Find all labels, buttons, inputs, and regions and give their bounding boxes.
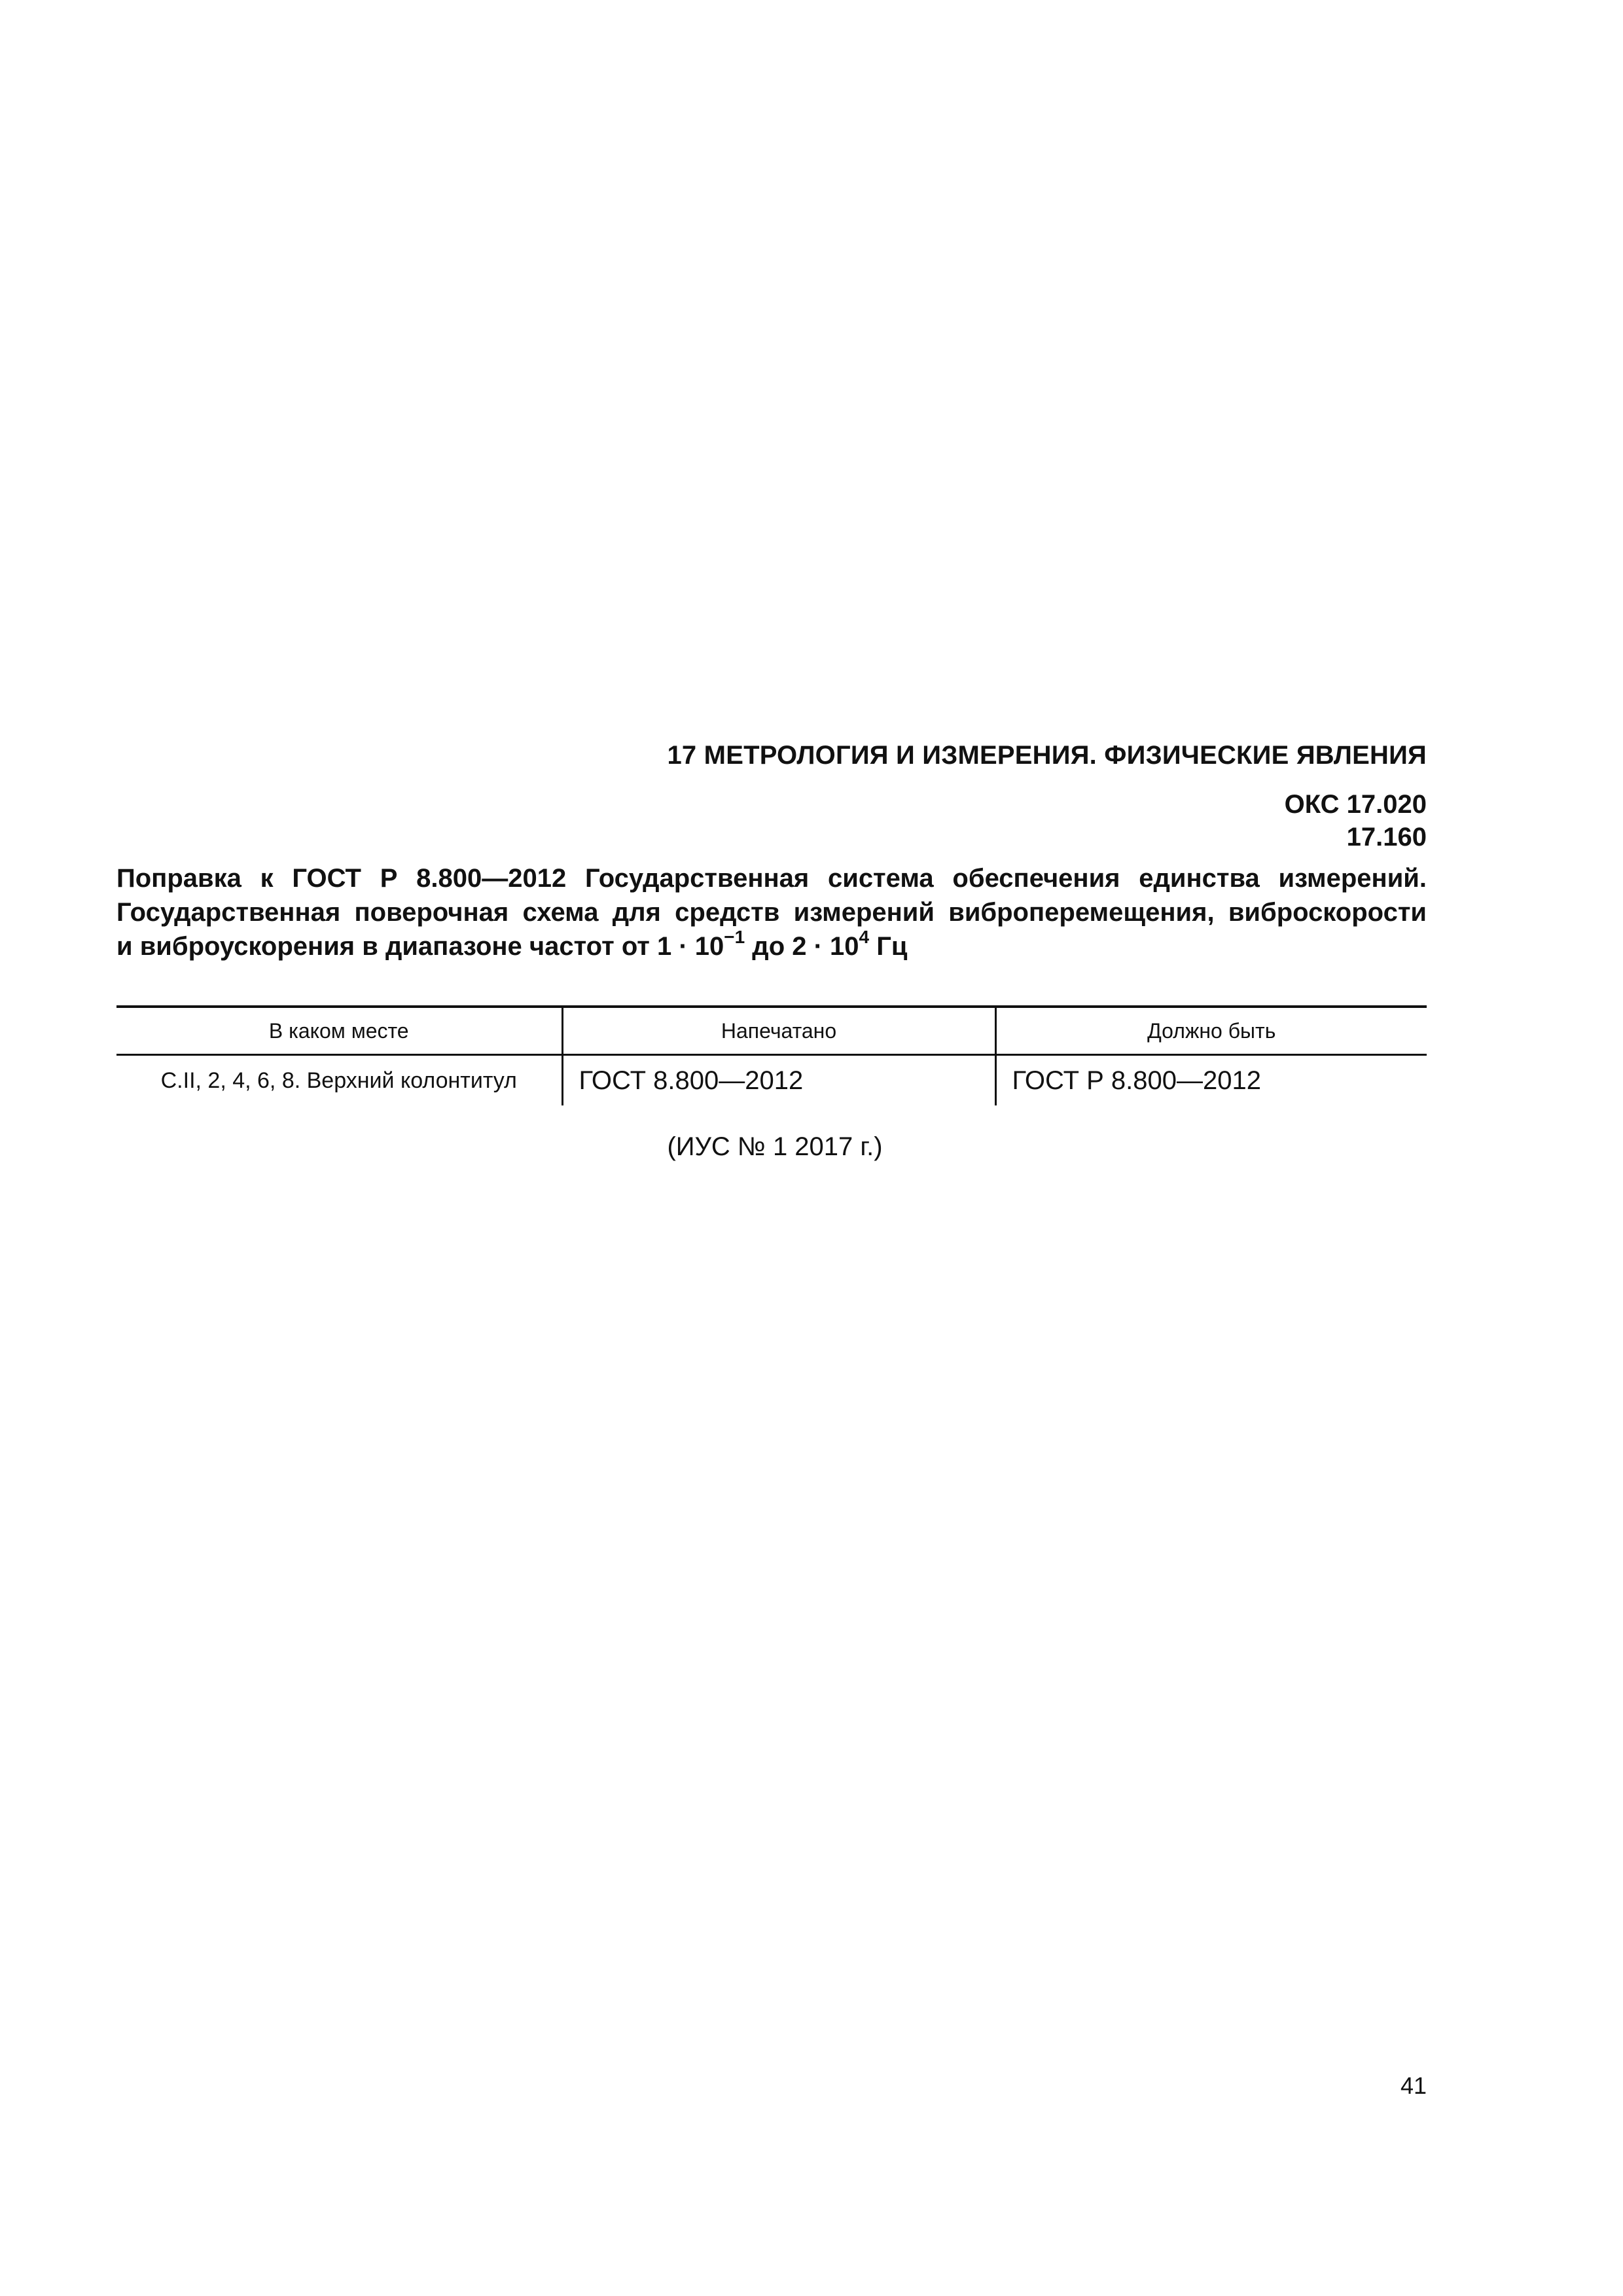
frequency-exponent-upper: 4: [859, 926, 870, 947]
frequency-unit: Гц: [869, 932, 908, 961]
section-heading: 17 МЕТРОЛОГИЯ И ИЗМЕРЕНИЯ. ФИЗИЧЕСКИЕ ЯВЛЕНИЯ: [667, 741, 1427, 770]
frequency-range-text-start: и виброускорения в диапазоне частот от 1 · 10: [116, 932, 724, 961]
frequency-range-text-middle: до 2 · 10: [745, 932, 859, 961]
ius-note: (ИУС № 1 2017 г.): [667, 1132, 883, 1161]
corrections-table: [116, 1005, 1427, 1105]
table-header-row: [116, 1007, 1427, 1055]
column-header-printed: Напечатано: [562, 1007, 995, 1055]
table-row: [116, 1055, 1427, 1106]
cell-location: С.II, 2, 4, 6, 8. Верхний колонтитул: [160, 1067, 517, 1093]
cell-printed: ГОСТ 8.800—2012: [562, 1055, 995, 1106]
amendment-title: [116, 861, 1427, 963]
cell-should-be: ГОСТ Р 8.800—2012: [995, 1055, 1427, 1106]
frequency-exponent-lower: −1: [724, 926, 745, 947]
amendment-title-line-2: Государственная поверочная схема для средств измерений виброперемещения, виброскорости: [116, 898, 1427, 927]
column-header-location: В каком месте: [116, 1007, 562, 1055]
amendment-title-line-3: [116, 926, 1427, 963]
page-number: 41: [1400, 2072, 1427, 2099]
oks-code-secondary: 17.160: [1346, 823, 1427, 852]
column-header-should-be: Должно быть: [995, 1007, 1427, 1055]
oks-code-primary: ОКС 17.020: [1284, 790, 1427, 819]
amendment-title-line-1: Поправка к ГОСТ Р 8.800—2012 Государственная система обеспечения единства измерений.: [116, 864, 1427, 893]
oks-codes: [1285, 788, 1427, 853]
